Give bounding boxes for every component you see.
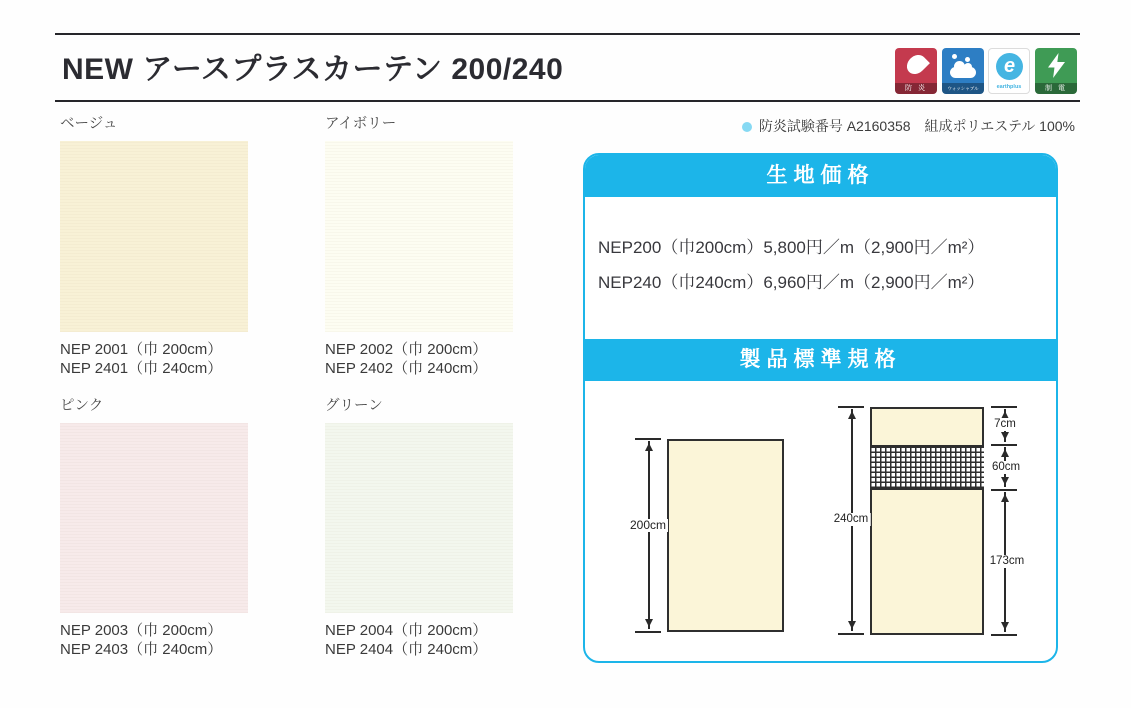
washable-badge	[942, 48, 984, 94]
fabric-swatch	[60, 423, 248, 613]
swatch-color-name: ベージュ	[60, 116, 118, 132]
swatch-color-name: ピンク	[60, 398, 104, 414]
mesh-band	[870, 445, 984, 490]
product-code: NEP 2402（巾 240cm）	[325, 359, 488, 377]
spec-note	[742, 116, 1075, 136]
curtain-240-diagram	[870, 407, 984, 635]
dimension-cap	[991, 634, 1017, 636]
note-text: 防炎試験番号 A2160358 組成ポリエステル 100%	[758, 118, 1075, 134]
price-line: NEP240（巾240cm）6,960円／m（2,900円／m²）	[598, 272, 985, 292]
product-code: NEP 2001（巾 200cm）	[60, 341, 223, 358]
dimension-cap	[838, 633, 864, 635]
bubble-icon	[952, 54, 957, 59]
wash-cloud-icon	[950, 67, 976, 78]
fabric-swatch	[325, 141, 513, 332]
dimension-arrow-200	[648, 441, 650, 629]
swatch-group-beige	[60, 112, 248, 378]
fire-retardant-badge	[895, 48, 937, 94]
product-code: NEP 2004（巾 200cm）	[325, 622, 488, 639]
lightning-icon	[1048, 53, 1065, 78]
product-code: NEP 2003（巾 200cm）	[60, 622, 223, 639]
bubble-icon	[965, 57, 970, 62]
info-panel	[583, 153, 1058, 663]
swatch-group-ivory	[325, 112, 513, 378]
price-section-header: 生地価格	[585, 155, 1056, 197]
price-list	[598, 231, 984, 300]
swatch-color-name: アイボリー	[325, 116, 397, 132]
badge-label: 制 電	[1035, 83, 1077, 94]
fabric-swatch	[60, 141, 248, 332]
curtain-200-diagram	[667, 439, 784, 632]
dim-label-173cm: 173cm	[989, 555, 1025, 567]
fabric-swatch	[325, 423, 513, 613]
page-title: NEW アースプラスカーテン 200/240	[62, 53, 564, 86]
header-divider	[55, 100, 1080, 102]
bullet-icon	[742, 122, 752, 132]
dim-label-7cm: 7cm	[994, 418, 1016, 430]
dim-label-200cm: 200cm	[629, 518, 667, 532]
earthplus-badge	[988, 48, 1030, 94]
flame-icon	[903, 51, 930, 78]
product-code: NEP 2403（巾 240cm）	[60, 640, 223, 658]
badge-label: 防 炎	[895, 83, 937, 94]
swatch-group-pink	[60, 394, 248, 659]
dim-label-240cm: 240cm	[833, 513, 869, 525]
anti-static-badge	[1035, 48, 1077, 94]
top-divider	[55, 33, 1080, 35]
dim-label-60cm: 60cm	[991, 461, 1021, 473]
product-code: NEP 2401（巾 240cm）	[60, 359, 223, 377]
spec-section-header: 製品標準規格	[585, 339, 1056, 381]
product-code: NEP 2404（巾 240cm）	[325, 640, 488, 658]
price-line: NEP200（巾200cm）5,800円／m（2,900円／m²）	[598, 238, 985, 257]
badge-label: earthplus	[996, 84, 1022, 90]
product-code: NEP 2002（巾 200cm）	[325, 341, 488, 358]
badge-label: ウォッシャブル	[942, 83, 984, 94]
dimension-cap	[635, 631, 661, 633]
swatch-group-green	[325, 394, 513, 659]
earthplus-e-icon: e	[996, 53, 1023, 80]
swatch-color-name: グリーン	[325, 398, 383, 414]
